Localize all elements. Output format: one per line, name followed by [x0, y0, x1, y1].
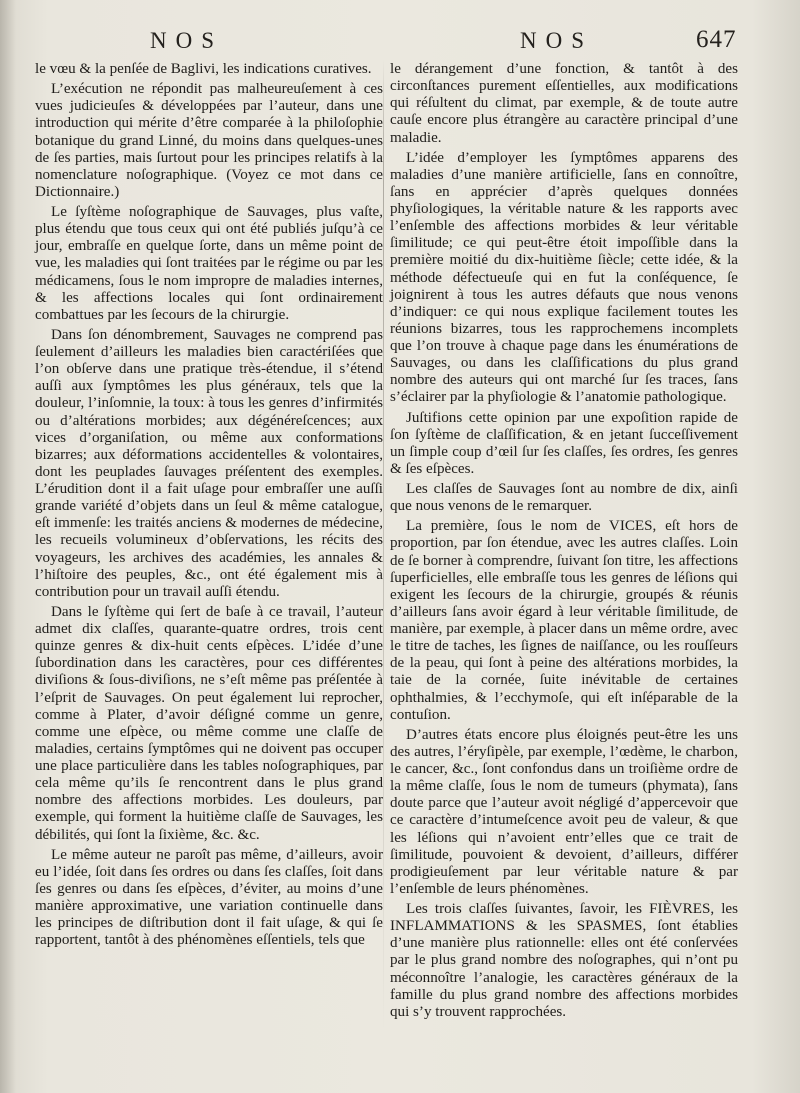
running-head-right: NOS	[520, 28, 594, 53]
paragraph: Juſtifions cette opinion par une expoſition rapide de ſon ſyſtème de claſſification, & en jetant ſucceſſivement un ſimple coup d’œil ſur ſes claſſes, ſes ordres, ſes genres & ſes eſpèces.	[390, 409, 738, 477]
column-divider	[383, 60, 384, 1032]
paragraph: D’autres états encore plus éloignés peut-être les uns des autres, l’éryſipèle, par exemple, l’œdème, le charbon, le cancer, &c., ſont confondus dans un troiſième ordre de la même claſſe, ſous le nom de tumeurs (phymata), ſans doute parce que l’auteur avoit négligé d’appercevoir que ce caractère d’intumeſcence avoit peu de valeur, & que les léſions qui n’avoient entr’elles que ce trait de ſimilitude, pouvoient & devoient, d’ailleurs, différer prodigieuſement par leur véritable nature & par l’enſemble de leurs phénomènes.	[390, 726, 738, 897]
paragraph: Dans le ſyſtème qui ſert de baſe à ce travail, l’auteur admet dix claſſes, quarante-quatre ordres, trois cent quinze genres & dix-huit cents eſpèces. L’idée d’une ſubordination dans les caractères, pour ces différentes diviſions & ſous-diviſions, ne s’eſt même pas préſentée à l’eſprit de Sauvages. On peut également lui reprocher, comme à Plater, d’avoir déſigné comme un genre, comme une eſpèce, ou même comme une claſſe de maladies, certains ſymptômes qui ne doivent pas occuper une place particulière dans les tables noſographiques, par cela même qu’ils ſe rencontrent dans le plus grand nombre des affections morbides. Les douleurs, par exemple, qui forment la huitième claſſe de Sauvages, les débilités, qui ſont la ſixième, &c. &c.	[35, 603, 383, 843]
paragraph: L’idée d’employer les ſymptômes apparens des maladies d’une manière artificielle, ſans en connoître, ſans en apprécier d’après quelques données phyſiologiques, la véritable nature & les rapports avec l’enſemble des affections morbides & leur véritable ſimilitude; ce qui peut-être étoit impoſſible dans la première moitié du dix-huitième ſiècle; cette idée, & la méthode défectueuſe qui en fut la conſéquence, ſe joignirent à tous les autres défauts que nous venons d’indiquer: ce qui nous explique facilement toutes les réunions bizarres, tous les rapprochemens incomplets que l’on trouve à chaque page dans les énumérations de Sauvages, ou dans les claſſifications du plus grand nombre des auteurs qui ont marché ſur ſes traces, ſans s’éclairer par la phyſiologie & l’anatomie pathologique.	[390, 149, 738, 406]
paragraph: Les claſſes de Sauvages ſont au nombre de dix, ainſi que nous venons de le remarquer.	[390, 481, 738, 515]
left-column	[35, 61, 383, 949]
paragraph: La première, ſous le nom de VICES, eſt hors de proportion, par ſon étendue, avec les autres claſſes. Loin de ſe borner à comprendre, ſuivant ſon titre, les affections ſuperficielles, elle embraſſe tous les genres de léſions qui exigent les ſecours de la chirurgie, groupés & réunis d’ailleurs ſans avoir égard à leur véritable ſimilitude, de manière, par exemple, à placer dans un même ordre, avec le titre de taches, les ſignes de naiſſance, ou les rouſſeurs de la peau, qui ſont à peine des altérations morbides, la taie de la cornée, ſuite inévitable de certaines ophthalmies, & l’ecchymoſe, qui eſt inſéparable de la contuſion.	[390, 518, 738, 723]
paragraph: Dans ſon dénombrement, Sauvages ne comprend pas ſeulement d’ailleurs les maladies bien caractériſées que l’on obſerve dans une pratique très-étendue, il s’étend auſſi aux ſymptômes les plus généraux, tels que la douleur, l’inſomnie, la toux: à tous les genres d’infirmités ou d’altérations morbides; aux dégénéreſcences; aux vices d’organiſation, ou même aux conformations bizarres; aux déformations accidentelles & volontaires, dont les peuplades ſauvages préſentent des exemples. L’érudition dont il a fait uſage pour embraſſer une auſſi grande variété d’objets dans un ſeul & même catalogue, eſt immenſe: les traités anciens & modernes de médecine, les recueils volumineux d’obſervations, les récits des voyageurs, les archives des académies, les annales & l’hiſtoire des peuples, &c., ont été également mis à contribution pour un travail auſſi étendu.	[35, 326, 383, 600]
paragraph: Le même auteur ne paroît pas même, d’ailleurs, avoir eu l’idée, ſoit dans ſes ordres ou dans ſes claſſes, ſoit dans ſes genres ou dans ſes eſpèces, d’éviter, au moins d’une manière approximative, une variation continuelle dans les principes de diſtribution dont il fait uſage, & qui ſe rapportent, tantôt à des phénomènes eſſentiels, tels que	[35, 846, 383, 949]
page-number: 647	[696, 26, 737, 53]
right-column	[390, 61, 738, 1021]
binding-shadow	[0, 0, 16, 1093]
paragraph: L’exécution ne répondit pas malheureuſement à ces vues judicieuſes & développées par l’auteur, dans une introduction qui mérite d’être comparée à la philoſophie botanique du grand Linné, du moins dans quelques-unes de ſes parties, mais ſurtout pour les principes relatifs à la nomenclature noſographique. (Voyez ce mot dans ce Dictionnaire.)	[35, 81, 383, 200]
paragraph: le dérangement d’une fonction, & tantôt à des circonſtances purement eſſentielles, aux modifications qui réſultent du climat, par exemple, & de toute autre cauſe encore plus étrangère au caractère principal d’une maladie.	[390, 61, 738, 146]
paragraph: Le ſyſtème noſographique de Sauvages, plus vaſte, plus étendu que tous ceux qui ont été publiés juſqu’à ce jour, embraſſe en quelque ſorte, dans un même point de vue, les maladies qui ſont traitées par le régime ou par les médicamens, ſous le nom impropre de maladies internes, & les affections locales qui ſont ordinairement combattues par les ſecours de la chirurgie.	[35, 204, 383, 323]
paragraph: le vœu & la penſée de Baglivi, les indications curatives.	[35, 61, 372, 77]
paragraph: Les trois claſſes ſuivantes, ſavoir, les FIÈVRES, les INFLAMMATIONS & les SPASMES, ſont établies d’une manière plus rationnelle: elles ont été conſervées par le plus grand nombre des noſographes, qui n’ont pu méconnoître l’analogie, les caractères généraux de la famille du plus grand nombre des affections morbides qui s’y trouvent rapprochées.	[390, 901, 738, 1020]
running-head-left: NOS	[150, 28, 224, 53]
